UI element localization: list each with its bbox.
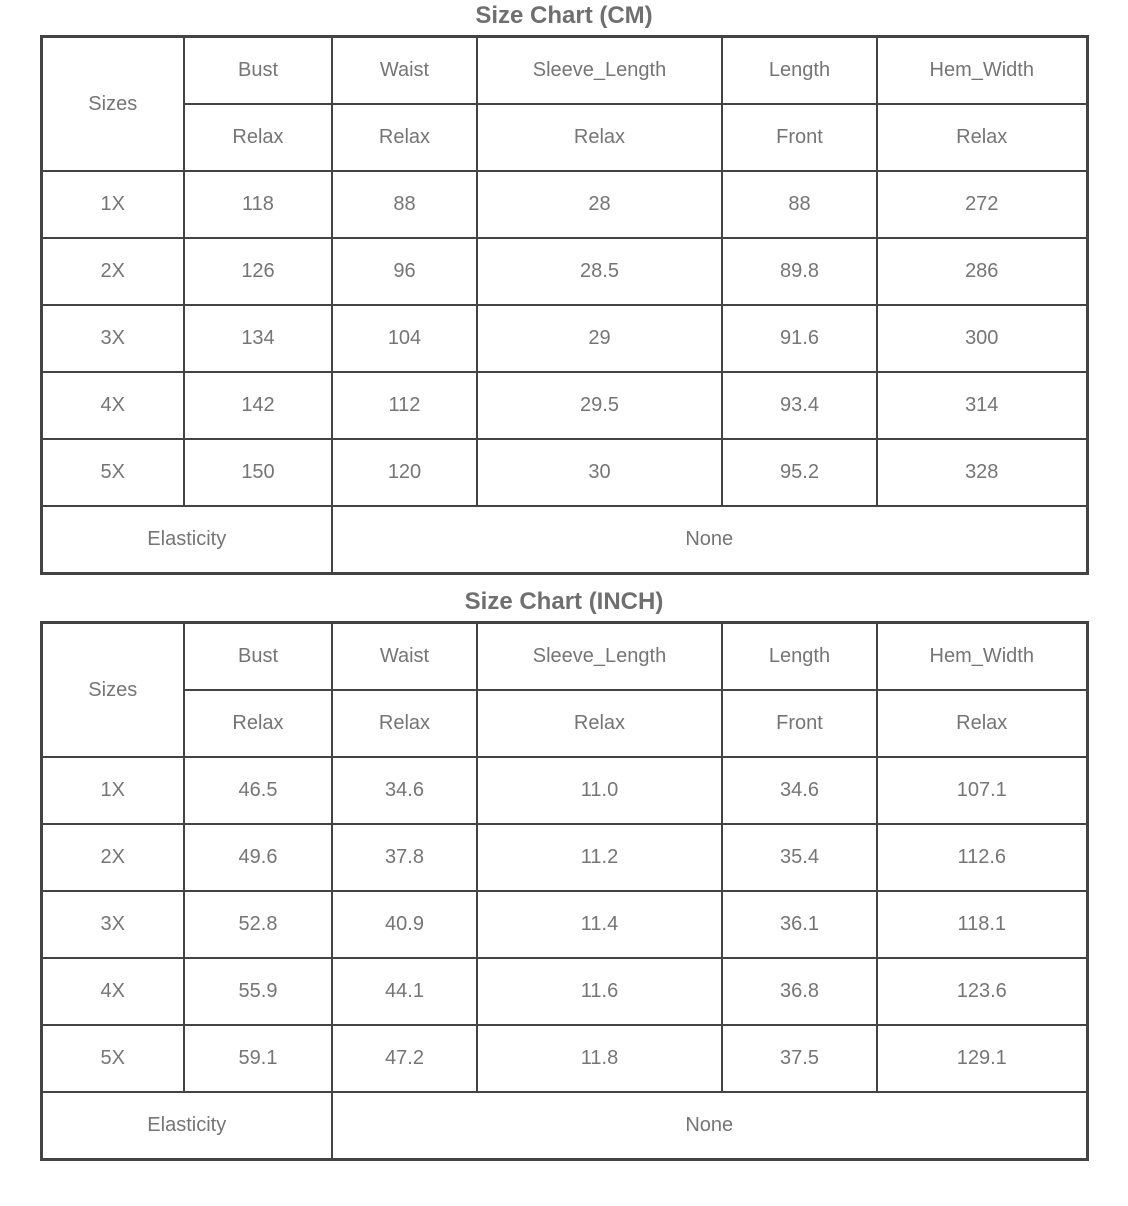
- value-cell: 37.5: [722, 1025, 877, 1092]
- size-cell: 2X: [41, 238, 184, 305]
- subheader-length: Front: [722, 690, 877, 757]
- elasticity-label-cell: Elasticity: [41, 1092, 332, 1160]
- value-cell: 93.4: [722, 372, 877, 439]
- subheader-bust: Relax: [184, 104, 332, 171]
- size-cell: 3X: [41, 305, 184, 372]
- elasticity-row: [41, 1092, 1087, 1160]
- value-cell: 129.1: [877, 1025, 1087, 1092]
- value-cell: 29: [477, 305, 722, 372]
- value-cell: 142: [184, 372, 332, 439]
- header-row: [41, 37, 1087, 105]
- value-cell: 37.8: [332, 824, 477, 891]
- table-row: [41, 958, 1087, 1025]
- subheader-sleeve-length: Relax: [477, 104, 722, 171]
- table-row: [41, 1025, 1087, 1092]
- chart-title-inch: Size Chart (INCH): [464, 588, 664, 615]
- value-cell: 49.6: [184, 824, 332, 891]
- table-row: [41, 824, 1087, 891]
- column-header-waist: Waist: [332, 623, 477, 691]
- value-cell: 272: [877, 171, 1087, 238]
- value-cell: 300: [877, 305, 1087, 372]
- value-cell: 44.1: [332, 958, 477, 1025]
- value-cell: 28.5: [477, 238, 722, 305]
- value-cell: 11.2: [477, 824, 722, 891]
- subheader-hem-width: Relax: [877, 104, 1087, 171]
- subheader-bust: Relax: [184, 690, 332, 757]
- size-cell: 1X: [41, 757, 184, 824]
- value-cell: 104: [332, 305, 477, 372]
- size-cell: 4X: [41, 958, 184, 1025]
- value-cell: 11.4: [477, 891, 722, 958]
- value-cell: 11.8: [477, 1025, 722, 1092]
- value-cell: 120: [332, 439, 477, 506]
- value-cell: 95.2: [722, 439, 877, 506]
- value-cell: 112.6: [877, 824, 1087, 891]
- elasticity-value-cell: None: [332, 506, 1087, 574]
- column-header-waist: Waist: [332, 37, 477, 105]
- subheader-row: [41, 104, 1087, 171]
- sizes-header-cell: Sizes: [41, 37, 184, 172]
- value-cell: 107.1: [877, 757, 1087, 824]
- value-cell: 150: [184, 439, 332, 506]
- subheader-sleeve-length: Relax: [477, 690, 722, 757]
- value-cell: 118.1: [877, 891, 1087, 958]
- value-cell: 28: [477, 171, 722, 238]
- value-cell: 314: [877, 372, 1087, 439]
- sizes-header-cell: Sizes: [41, 623, 184, 758]
- column-header-bust: Bust: [184, 623, 332, 691]
- subheader-row: [41, 690, 1087, 757]
- value-cell: 55.9: [184, 958, 332, 1025]
- size-chart-inch-table: [40, 621, 1089, 1161]
- value-cell: 52.8: [184, 891, 332, 958]
- size-cell: 5X: [41, 439, 184, 506]
- chart-title-cm: Size Chart (CM): [475, 2, 653, 29]
- table-row: [41, 372, 1087, 439]
- table-row: [41, 305, 1087, 372]
- value-cell: 35.4: [722, 824, 877, 891]
- column-header-hem-width: Hem_Width: [877, 623, 1087, 691]
- value-cell: 47.2: [332, 1025, 477, 1092]
- value-cell: 123.6: [877, 958, 1087, 1025]
- size-cell: 2X: [41, 824, 184, 891]
- value-cell: 91.6: [722, 305, 877, 372]
- table-row: [41, 238, 1087, 305]
- column-header-sleeve-length: Sleeve_Length: [477, 37, 722, 105]
- value-cell: 134: [184, 305, 332, 372]
- value-cell: 30: [477, 439, 722, 506]
- column-header-sleeve-length: Sleeve_Length: [477, 623, 722, 691]
- subheader-hem-width: Relax: [877, 690, 1087, 757]
- subheader-waist: Relax: [332, 690, 477, 757]
- size-cell: 4X: [41, 372, 184, 439]
- value-cell: 96: [332, 238, 477, 305]
- value-cell: 36.1: [722, 891, 877, 958]
- column-header-bust: Bust: [184, 37, 332, 105]
- value-cell: 88: [332, 171, 477, 238]
- value-cell: 11.6: [477, 958, 722, 1025]
- value-cell: 59.1: [184, 1025, 332, 1092]
- size-chart-cm-table: [40, 35, 1089, 575]
- elasticity-row: [41, 506, 1087, 574]
- column-header-length: Length: [722, 623, 877, 691]
- value-cell: 46.5: [184, 757, 332, 824]
- value-cell: 34.6: [722, 757, 877, 824]
- value-cell: 89.8: [722, 238, 877, 305]
- column-header-hem-width: Hem_Width: [877, 37, 1087, 105]
- subheader-length: Front: [722, 104, 877, 171]
- subheader-waist: Relax: [332, 104, 477, 171]
- value-cell: 328: [877, 439, 1087, 506]
- column-header-length: Length: [722, 37, 877, 105]
- value-cell: 118: [184, 171, 332, 238]
- value-cell: 34.6: [332, 757, 477, 824]
- table-row: [41, 757, 1087, 824]
- table-row: [41, 439, 1087, 506]
- value-cell: 11.0: [477, 757, 722, 824]
- value-cell: 112: [332, 372, 477, 439]
- value-cell: 126: [184, 238, 332, 305]
- elasticity-value-cell: None: [332, 1092, 1087, 1160]
- value-cell: 88: [722, 171, 877, 238]
- value-cell: 286: [877, 238, 1087, 305]
- elasticity-label-cell: Elasticity: [41, 506, 332, 574]
- size-cell: 1X: [41, 171, 184, 238]
- value-cell: 36.8: [722, 958, 877, 1025]
- size-cell: 3X: [41, 891, 184, 958]
- size-cell: 5X: [41, 1025, 184, 1092]
- value-cell: 29.5: [477, 372, 722, 439]
- table-row: [41, 171, 1087, 238]
- value-cell: 40.9: [332, 891, 477, 958]
- table-row: [41, 891, 1087, 958]
- header-row: [41, 623, 1087, 691]
